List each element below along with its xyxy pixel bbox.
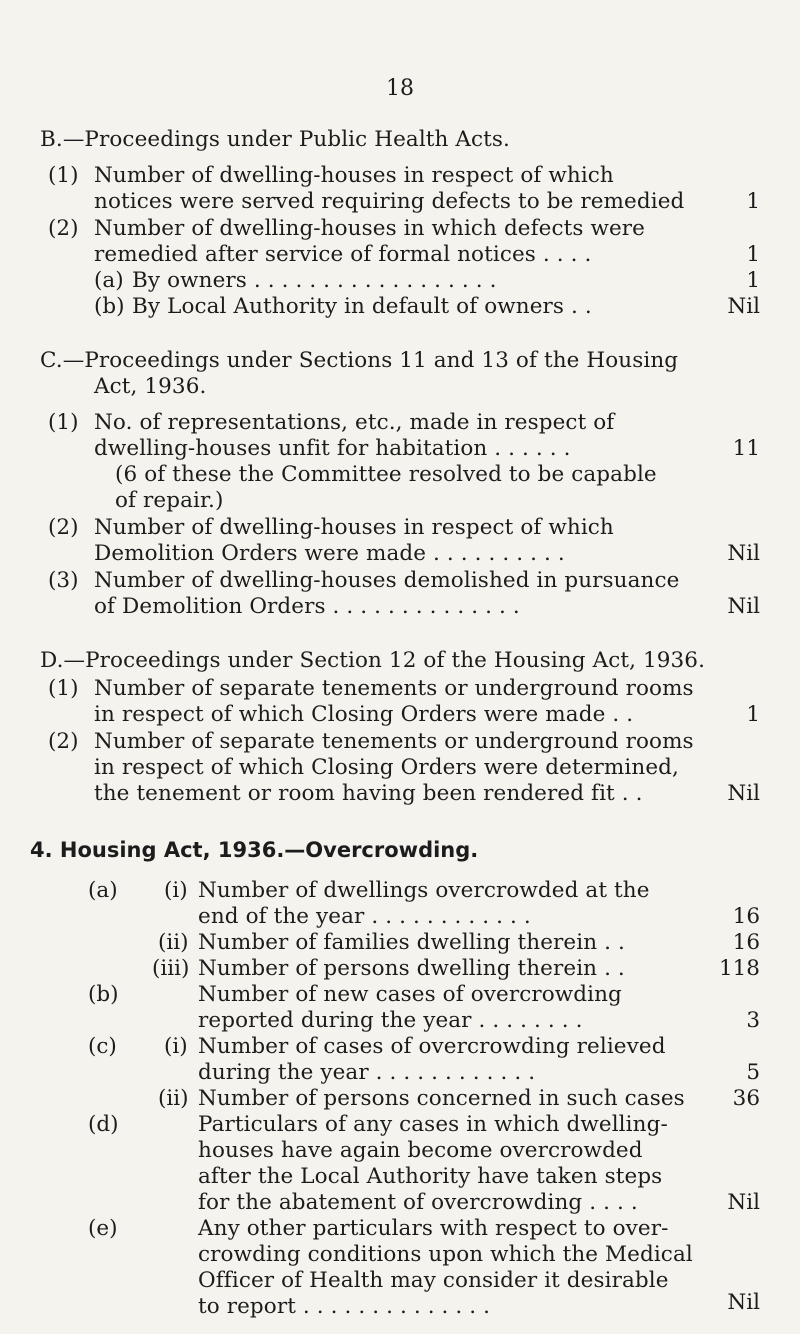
section-c-item-num: (2): [48, 515, 79, 540]
section-c-item-line: No. of representations, etc., made in respect of: [94, 410, 615, 435]
section-b-item-line: By Local Authority in default of owners . .: [132, 294, 592, 319]
subitem-num: (iii): [152, 956, 190, 981]
item-line: houses have again become overcrowded: [198, 1138, 643, 1163]
section-c-item-line: (6 of these the Committee resolved to be capable: [115, 462, 657, 487]
section-c-item-line: dwelling-houses unfit for habitation . . . . . .: [94, 436, 571, 461]
item-line: reported during the year . . . . . . . .: [198, 1008, 583, 1033]
section-c-item-value: 11: [732, 436, 760, 461]
item-label: (a): [88, 878, 118, 903]
item-line: Number of new cases of overcrowding: [198, 982, 622, 1007]
item-value: 36: [732, 1086, 760, 1111]
item-label: (c): [88, 1034, 117, 1059]
section-d-item-line: Number of separate tenements or underground rooms: [94, 729, 694, 754]
section-d-item-line: in respect of which Closing Orders were determined,: [94, 755, 679, 780]
item-line: Any other particulars with respect to over-: [198, 1216, 669, 1241]
item-line: Particulars of any cases in which dwelling-: [198, 1112, 668, 1137]
section-d-item-line: the tenement or room having been rendered fit . .: [94, 781, 643, 806]
section-b-item-value: 1: [746, 242, 760, 267]
item-value: 3: [746, 1008, 760, 1033]
section-b-item-num: (1): [48, 163, 79, 188]
section-b-item-value: 1: [746, 268, 760, 293]
section-c-heading: C.—Proceedings under Sections 11 and 13 of the Housing: [40, 348, 679, 373]
item-value: Nil: [727, 1290, 760, 1315]
page-number: 18: [386, 76, 414, 101]
section-d-item-num: (1): [48, 676, 79, 701]
item-line: crowding conditions upon which the Medical: [198, 1242, 693, 1267]
subitem-num: (i): [164, 878, 188, 903]
item-line: during the year . . . . . . . . . . . .: [198, 1060, 536, 1085]
item-line: Number of persons concerned in such cases: [198, 1086, 685, 1111]
item-line: end of the year . . . . . . . . . . . .: [198, 904, 531, 929]
item-line: after the Local Authority have taken steps: [198, 1164, 663, 1189]
item-value: 5: [746, 1060, 760, 1085]
section-b-item-line: remedied after service of formal notices . . . .: [94, 242, 592, 267]
section-c-item-num: (3): [48, 568, 79, 593]
item-line: Number of persons dwelling therein . .: [198, 956, 625, 981]
item-value: Nil: [727, 1190, 760, 1215]
subitem-num: (ii): [158, 930, 189, 955]
item-label: (d): [88, 1112, 119, 1137]
section-c-item-line: Number of dwelling-houses in respect of which: [94, 515, 614, 540]
section-c-heading: Act, 1936.: [94, 374, 207, 399]
section-d-item-line: Number of separate tenements or underground rooms: [94, 676, 694, 701]
section-c-item-value: Nil: [727, 594, 760, 619]
item-line: to report . . . . . . . . . . . . . .: [198, 1294, 491, 1319]
section-b-item-value: Nil: [727, 294, 760, 319]
section-d-item-value: Nil: [727, 781, 760, 806]
section-b-item-line: Number of dwelling-houses in respect of which: [94, 163, 614, 188]
section-d-item-line: in respect of which Closing Orders were made . .: [94, 702, 634, 727]
item-line: Officer of Health may consider it desirable: [198, 1268, 669, 1293]
section-b-heading: B.—Proceedings under Public Health Acts.: [40, 127, 510, 152]
section-c-item-num: (1): [48, 410, 79, 435]
section-b-item-line: By owners . . . . . . . . . . . . . . . . . .: [132, 268, 497, 293]
section-c-item-line: of repair.): [115, 488, 224, 513]
item-line: Number of cases of overcrowding relieved: [198, 1034, 666, 1059]
section-b-item-num: (a): [94, 268, 124, 293]
item-label: (b): [88, 982, 119, 1007]
item-value: 118: [718, 956, 760, 981]
section-c-item-line: Number of dwelling-houses demolished in pursuance: [94, 568, 680, 593]
section-d-item-value: 1: [746, 702, 760, 727]
section-b-item-value: 1: [746, 189, 760, 214]
section-d-heading: D.—Proceedings under Section 12 of the Housing Act, 1936.: [40, 648, 706, 673]
item-value: 16: [732, 930, 760, 955]
section-b-item-line: notices were served requiring defects to be remedied: [94, 189, 685, 214]
item-label: (e): [88, 1216, 118, 1241]
item-line: Number of dwellings overcrowded at the: [198, 878, 650, 903]
subitem-num: (i): [164, 1034, 188, 1059]
item-value: 16: [732, 904, 760, 929]
section-d-item-num: (2): [48, 729, 79, 754]
subitem-num: (ii): [158, 1086, 189, 1111]
section-c-item-value: Nil: [727, 541, 760, 566]
section-c-item-line: Demolition Orders were made . . . . . . . . . .: [94, 541, 565, 566]
section-4-heading: 4. Housing Act, 1936.—Overcrowding.: [30, 838, 479, 862]
section-b-item-num: (2): [48, 216, 79, 241]
section-c-item-line: of Demolition Orders . . . . . . . . . . . . . .: [94, 594, 520, 619]
section-b-item-line: Number of dwelling-houses in which defects were: [94, 216, 645, 241]
item-line: for the abatement of overcrowding . . . .: [198, 1190, 638, 1215]
section-b-item-num: (b): [94, 294, 125, 319]
item-line: Number of families dwelling therein . .: [198, 930, 625, 955]
